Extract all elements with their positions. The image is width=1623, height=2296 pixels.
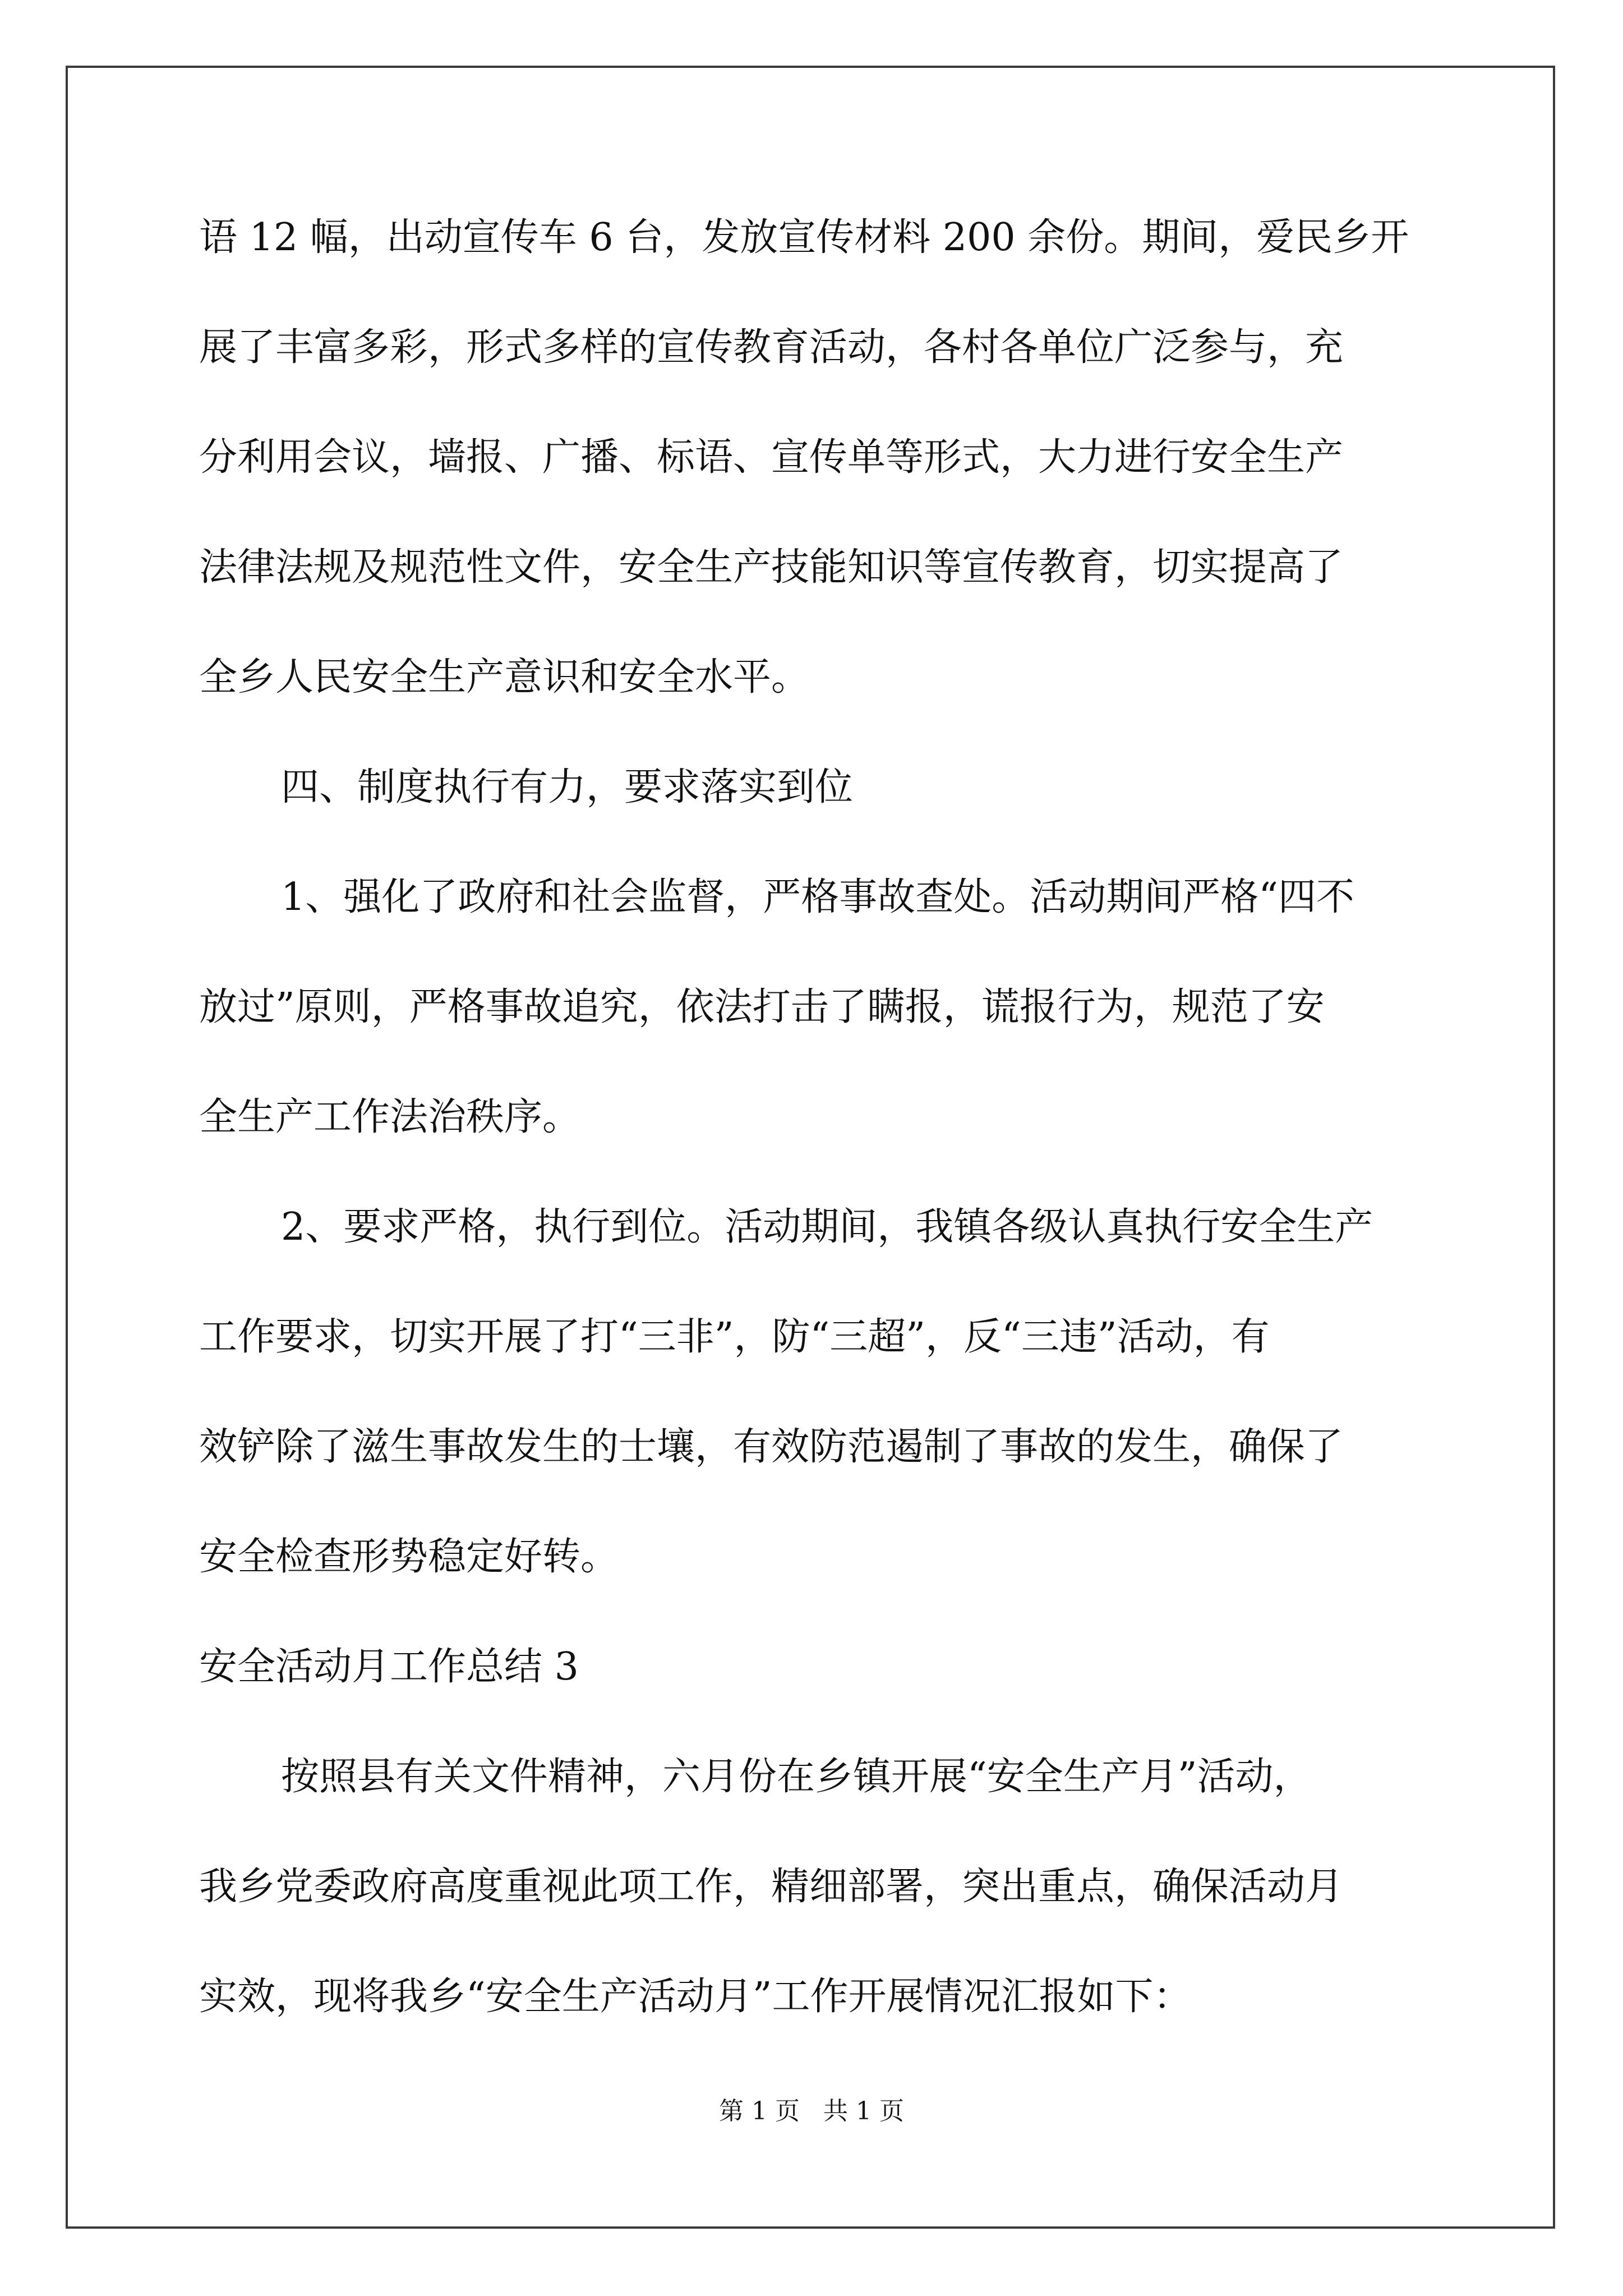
text-line: 展了丰富多彩，形式多样的宣传教育活动，各村各单位广泛参与，充 <box>199 325 1344 370</box>
text-line: 放过”原则，严格事故追究，依法打击了瞒报，谎报行为，规范了安 <box>199 985 1325 1029</box>
text-line: 实效，现将我乡“安全生产活动月”工作开展情况汇报如下： <box>199 1975 1192 2019</box>
text-line: 语 12 幅，出动宣传车 6 台，发放宣传材料 200 余份。期间，爱民乡开 <box>199 215 1409 260</box>
text-line: 按照县有关文件精神，六月份在乡镇开展“安全生产月”活动， <box>281 1755 1312 1799</box>
page-number: 第 1 页 共 1 页 <box>719 2097 904 2125</box>
text-line: 我乡党委政府高度重视此项工作，精细部署，突出重点，确保活动月 <box>199 1865 1344 1909</box>
document-title: 安全活动月工作总结 3 <box>199 1645 579 1689</box>
text-line: 法律法规及规范性文件，安全生产技能知识等宣传教育，切实提高了 <box>199 545 1344 590</box>
text-line: 全乡人民安全生产意识和安全水平。 <box>199 655 810 700</box>
text-line: 效铲除了滋生事故发生的士壤，有效防范遏制了事故的发生，确保了 <box>199 1425 1344 1469</box>
section-heading: 四、制度执行有力，要求落实到位 <box>281 765 854 809</box>
text-line: 工作要求，切实开展了打“三非”，防“三超”，反“三违”活动，有 <box>199 1315 1270 1359</box>
text-line: 1、强化了政府和社会监督，严格事故查处。活动期间严格“四不 <box>281 875 1355 919</box>
text-line: 安全检查形势稳定好转。 <box>199 1535 619 1579</box>
text-line: 2、要求严格，执行到位。活动期间，我镇各级认真执行安全生产 <box>281 1205 1373 1249</box>
text-line: 全生产工作法治秩序。 <box>199 1095 581 1139</box>
text-line: 分利用会议，墙报、广播、标语、宣传单等形式，大力进行安全生产 <box>199 435 1344 480</box>
